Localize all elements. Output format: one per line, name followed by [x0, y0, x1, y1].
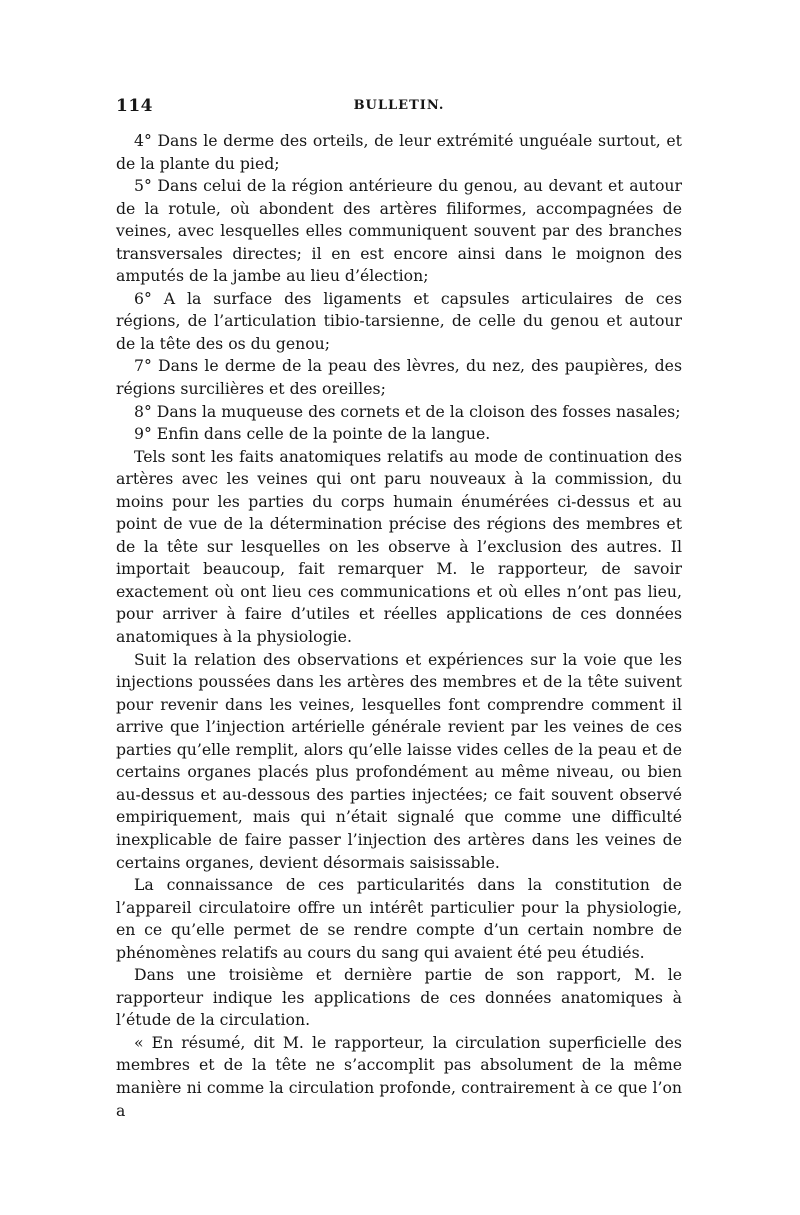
paragraph-item-6: 6° A la surface des ligaments et capsules articulaires de ces régions, de l’articulation tibio-tarsienne, de celle du genou et autour de la tête des os du genou;: [116, 288, 682, 353]
body-text: [116, 130, 682, 1122]
paragraph-item-8: 8° Dans la muqueuse des cornets et de la cloison des fosses nasales;: [134, 401, 681, 421]
page-header: [116, 96, 682, 122]
paragraph-item-4: 4° Dans le derme des orteils, de leur extrémité unguéale surtout, et de la plante du pied;: [116, 131, 682, 173]
paragraph-injection-observations: Suit la relation des observations et expériences sur la voie que les injections poussées dans les artères des membres et de la tête suivent pour revenir dans les veines, lesquelles font comprendre comment il arrive que l’injection artérielle générale revient par les veines de ces parties qu’elle remplit, alors qu’elle laisse vides celles de la peau et de certains organes placés plus profondément au même niveau, ou bien au-dessus et au-dessous des parties injectées; ce fait souvent observé empiriquement, mais qui n’était signalé que comme une difficulté inexplicable de faire passer l’injection des artères dans les veines de certains organes, devient désormais saisissable.: [116, 649, 682, 872]
paragraph-circulatory-interest: La connaissance de ces particularités dans la constitution de l’appareil circulatoire offre un intérêt particulier pour la physiologie, en ce qu’elle permet de se rendre compte d’un certain nombre de phénomènes relatifs au cours du sang qui avaient été peu étudiés.: [116, 875, 682, 962]
paragraph-anatomical-facts: Tels sont les faits anatomiques relatifs au mode de continuation des artères avec les veines qui ont paru nouveaux à la commission, du moins pour les parties du corps humain énumérées ci-dessus et au point de vue de la détermination précise des régions des membres et de la tête sur lesquelles on les observe à l’exclusion des autres. Il importait beaucoup, fait remarquer M. le rapporteur, de savoir exactement où ont lieu ces communications et où elles n’ont pas lieu, pour arriver à faire d’utiles et réelles applications de ces données anatomiques à la physiologie.: [116, 446, 682, 647]
paragraph-item-5: 5° Dans celui de la région antérieure du genou, au devant et autour de la rotule, où abondent des artères filiformes, accompagnées de veines, avec lesquelles elles communiquent souvent par des branches transversales directes; il en est encore ainsi dans le moignon des amputés de la jambe au lieu d’élection;: [116, 176, 682, 286]
paragraph-item-7: 7° Dans le derme de la peau des lèvres, du nez, des paupières, des régions surcilières et des oreilles;: [116, 356, 682, 399]
running-title: BULLETIN.: [353, 98, 445, 113]
paragraph-summary: « En résumé, dit M. le rapporteur, la circulation superficielle des membres et de la tête ne s’accomplit pas absolument de la même manière ni comme la circulation profonde, contrairement à ce que l’on a: [116, 1032, 682, 1120]
page-number: 114: [116, 96, 153, 116]
paragraph-third-part: Dans une troisième et dernière partie de son rapport, M. le rapporteur indique les applications de ces données anatomiques à l’étude de la circulation.: [116, 965, 682, 1030]
paragraph-item-9: 9° Enfin dans celle de la pointe de la langue.: [134, 424, 491, 444]
